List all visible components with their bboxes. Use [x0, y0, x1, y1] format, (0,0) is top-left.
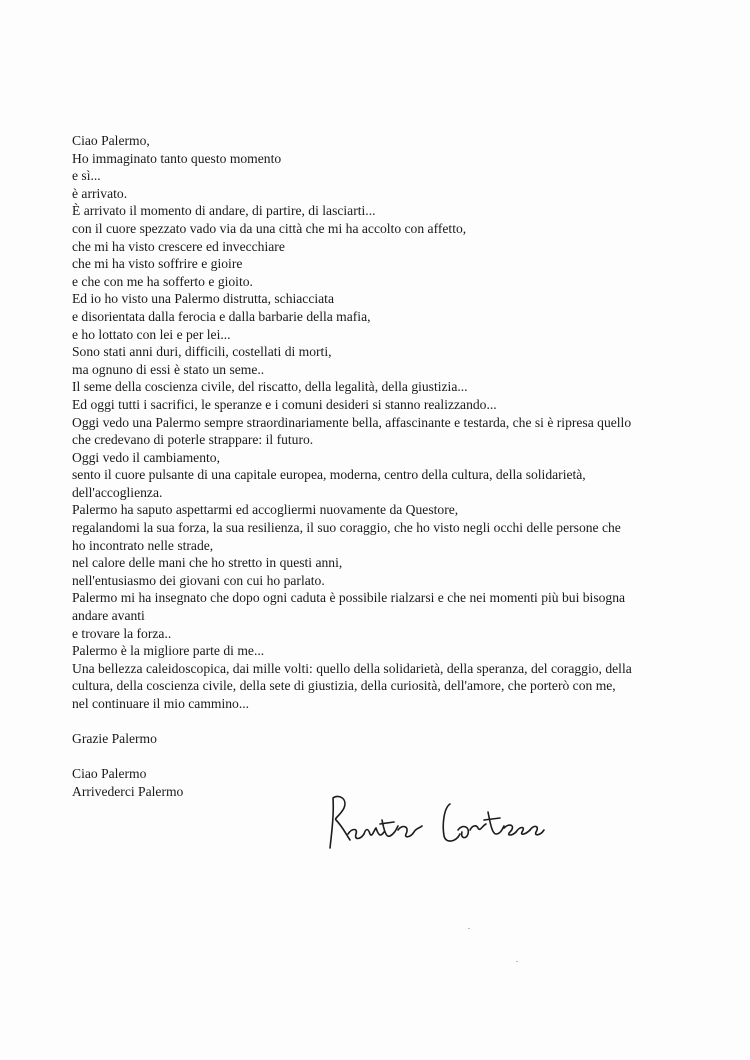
letter-line: Una bellezza caleidoscopica, dai mille volti: quello della solidarietà, della speranza, del coraggio, della — [72, 660, 632, 676]
letter-line: cultura, della coscienza civile, della sete di giustizia, della curiosità, dell'amore, che porterò con me, — [72, 678, 616, 694]
letter-line: ma ognuno di essi è stato un seme.. — [72, 361, 265, 377]
closing-line-ciao: Ciao Palermo — [72, 766, 147, 782]
letter-line: che credevano di poterle strappare: il futuro. — [72, 432, 314, 448]
letter-line: Palermo ha saputo aspettarmi ed accogliermi nuovamente da Questore, — [72, 502, 459, 518]
letter-line: regalandomi la sua forza, la sua resilienza, il suo coraggio, che ho visto negli occhi delle persone che — [72, 520, 621, 536]
handwritten-signature — [320, 790, 550, 860]
letter-line: nel calore delle mani che ho stretto in questi anni, — [72, 555, 343, 571]
letter-line: nell'entusiasmo dei giovani con cui ho parlato. — [72, 572, 325, 588]
letter-line: Sono stati anni duri, difficili, costellati di morti, — [72, 344, 332, 360]
letter-line: che mi ha visto soffrire e gioire — [72, 256, 243, 272]
letter-line: Ed oggi tutti i sacrifici, le speranze e i comuni desideri si stanno realizzando... — [72, 396, 497, 412]
letter-line: Palermo mi ha insegnato che dopo ogni caduta è possibile rialzarsi e che nei momenti più bui bisogna — [72, 590, 626, 606]
letter-line: e disorientata dalla ferocia e dalla barbarie della mafia, — [72, 308, 371, 324]
letter-body — [72, 132, 712, 801]
letter-line: Ho immaginato tanto questo momento — [72, 150, 282, 166]
thanks-line: Grazie Palermo — [72, 731, 157, 747]
letter-line: Il seme della coscienza civile, del riscatto, della legalità, della giustizia... — [72, 379, 468, 395]
letter-line: e ho lottato con lei e per lei... — [72, 326, 231, 342]
scan-speck — [516, 961, 518, 962]
letter-line: sento il cuore pulsante di una capitale europea, moderna, centro della cultura, della solidarietà, — [72, 467, 586, 483]
letter-line: che mi ha visto crescere ed invecchiare — [72, 238, 285, 254]
scan-speck — [468, 928, 470, 929]
letter-line: Oggi vedo il cambiamento, — [72, 449, 220, 465]
letter-line: Ciao Palermo, — [72, 133, 150, 148]
letter-line: è arrivato. — [72, 185, 128, 201]
letter-line: e trovare la forza.. — [72, 625, 172, 641]
letter-line: nel continuare il mio cammino... — [72, 696, 250, 711]
letter-line: con il cuore spezzato vado via da una città che mi ha accolto con affetto, — [72, 220, 467, 236]
letter-line: andare avanti — [72, 608, 145, 624]
letter-line: Palermo è la migliore parte di me... — [72, 643, 265, 659]
letter-line: Ed io ho visto una Palermo distrutta, schiacciata — [72, 291, 334, 307]
letter-line: e sì... — [72, 168, 101, 184]
letter-line: e che con me ha sofferto e gioito. — [72, 273, 253, 289]
letter-line: È arrivato il momento di andare, di partire, di lasciarti... — [72, 203, 376, 219]
letter-line: dell'accoglienza. — [72, 484, 163, 500]
letter-line: ho incontrato nelle strade, — [72, 537, 214, 553]
closing-line-arrivederci: Arrivederci Palermo — [72, 783, 184, 799]
letter-line: Oggi vedo una Palermo sempre straordinariamente bella, affascinante e testarda, che si è ripresa quello — [72, 414, 632, 430]
